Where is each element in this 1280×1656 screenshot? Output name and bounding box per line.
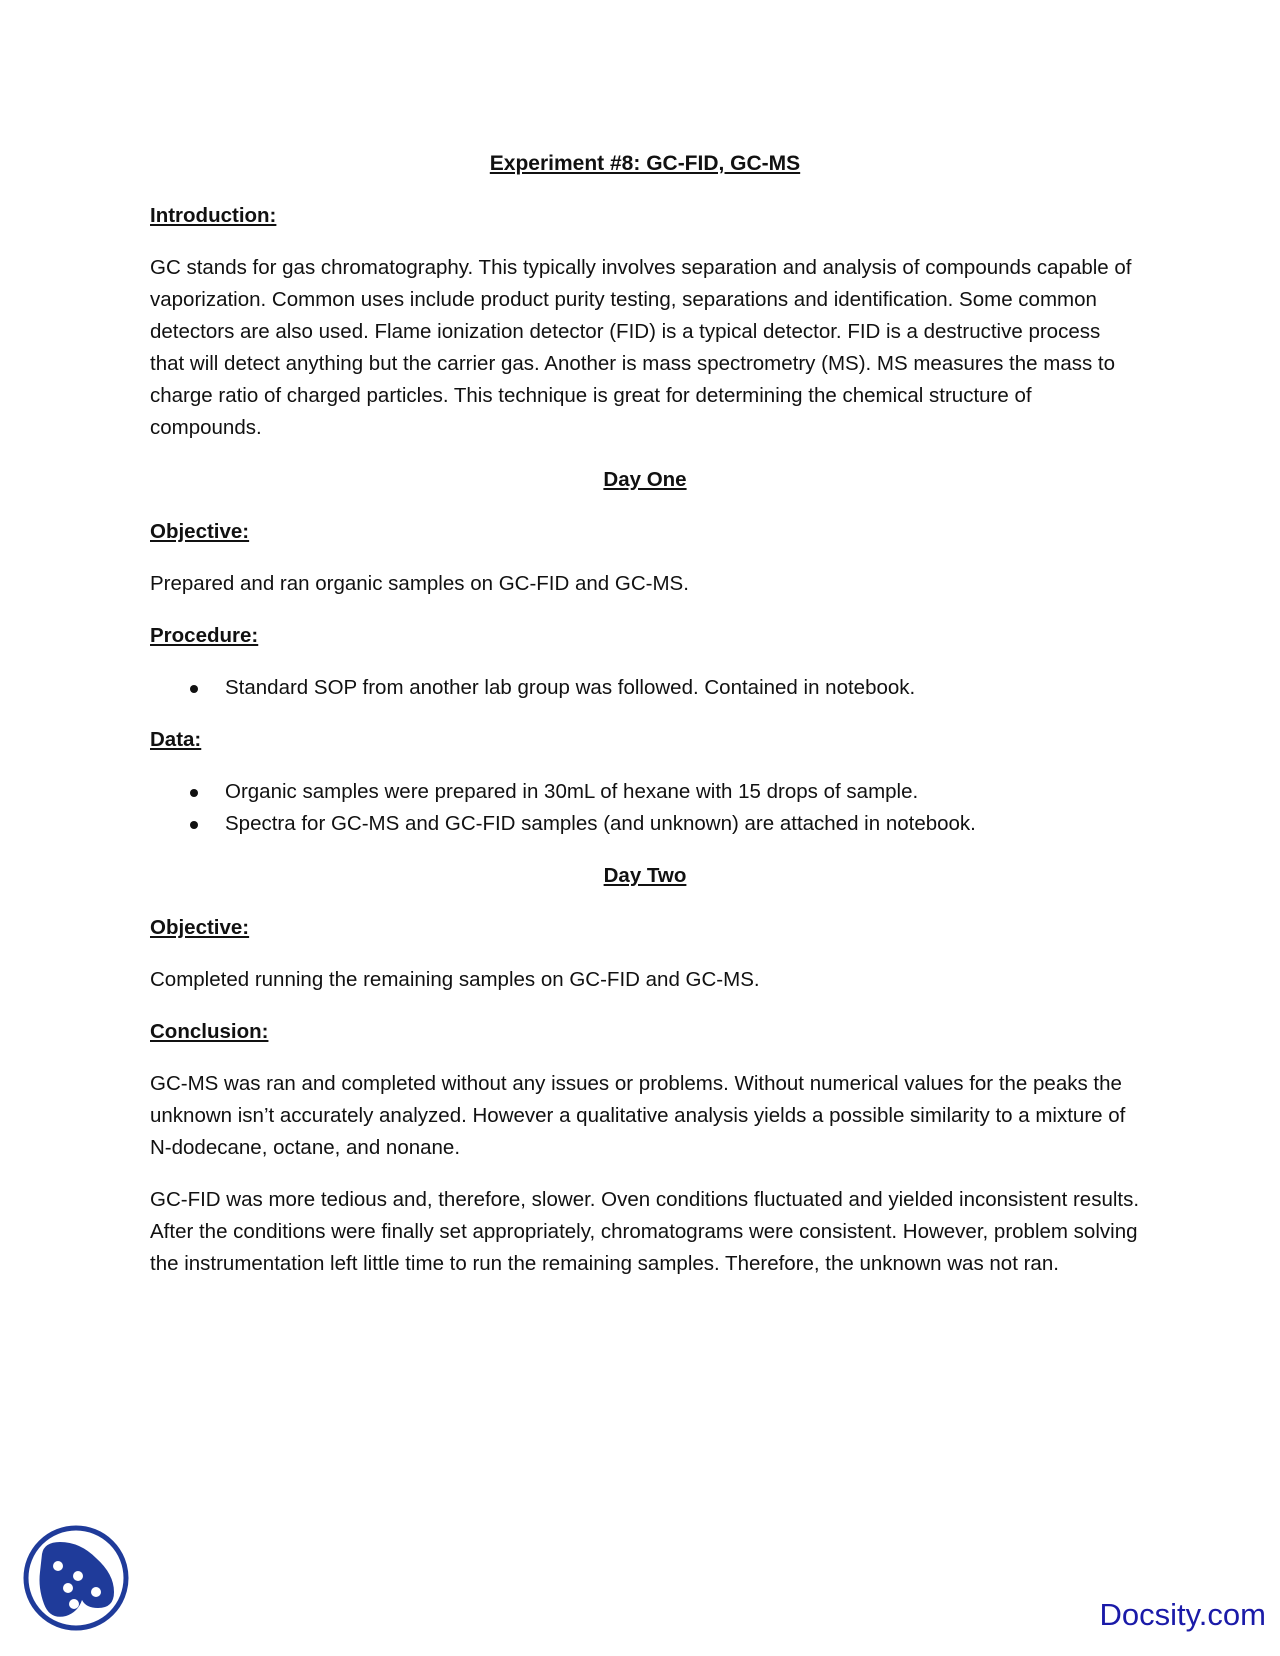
day-two-objective-heading: Objective: xyxy=(150,916,250,939)
data-heading: Data: xyxy=(150,728,202,751)
list-item xyxy=(150,672,1140,704)
bullet-icon xyxy=(190,789,198,797)
procedure-heading: Procedure: xyxy=(150,624,259,647)
list-item xyxy=(150,808,1140,840)
list-item-text: Spectra for GC-MS and GC-FID samples (and unknown) are attached in notebook. xyxy=(225,812,976,835)
document-page xyxy=(150,148,1140,1300)
docsity-logo-icon[interactable] xyxy=(22,1524,130,1632)
list-item-text: Standard SOP from another lab group was followed. Contained in notebook. xyxy=(225,676,916,699)
day-one-objective-text: Prepared and ran organic samples on GC-FID and GC-MS. xyxy=(150,572,689,595)
introduction-text: GC stands for gas chromatography. This typically involves separation and analysis of compounds capable of vaporization. Common uses include product purity testing, separations and identification. Some common detectors are also used. Flame ionization detector (FID) is a typical detector. FID is a destructive process that will detect anything but the carrier gas. Another is mass spectrometry (MS). MS measures the mass to charge ratio of charged particles. This technique is great for determining the chemical structure of compounds. xyxy=(150,256,1132,439)
day-one-heading: Day One xyxy=(603,468,687,491)
docsity-brand-link[interactable]: Docsity.com xyxy=(1099,1597,1266,1632)
list-item xyxy=(150,776,1140,808)
bullet-icon xyxy=(190,821,198,829)
day-two-objective-text: Completed running the remaining samples on GC-FID and GC-MS. xyxy=(150,968,760,991)
procedure-list xyxy=(150,672,1140,704)
conclusion-paragraph-2: GC-FID was more tedious and, therefore, slower. Oven conditions fluctuated and yielded inconsistent results. After the conditions were finally set appropriately, chromatograms were consistent. However, problem solving the instrumentation left little time to run the remaining samples. Therefore, the unknown was not ran. xyxy=(150,1188,1140,1275)
day-one-objective-heading: Objective: xyxy=(150,520,250,543)
conclusion-heading: Conclusion: xyxy=(150,1020,269,1043)
list-item-text: Organic samples were prepared in 30mL of hexane with 15 drops of sample. xyxy=(225,780,919,803)
conclusion-paragraph-1: GC-MS was ran and completed without any issues or problems. Without numerical values for the peaks the unknown isn’t accurately analyzed. However a qualitative analysis yields a possible similarity to a mixture of N-dodecane, octane, and nonane. xyxy=(150,1072,1126,1159)
document-title: Experiment #8: GC-FID, GC-MS xyxy=(489,152,801,175)
introduction-heading: Introduction: xyxy=(150,204,277,227)
bullet-icon xyxy=(190,685,198,693)
day-two-heading: Day Two xyxy=(603,864,687,887)
docsity-logo-graphic xyxy=(22,1524,130,1632)
data-list xyxy=(150,776,1140,840)
